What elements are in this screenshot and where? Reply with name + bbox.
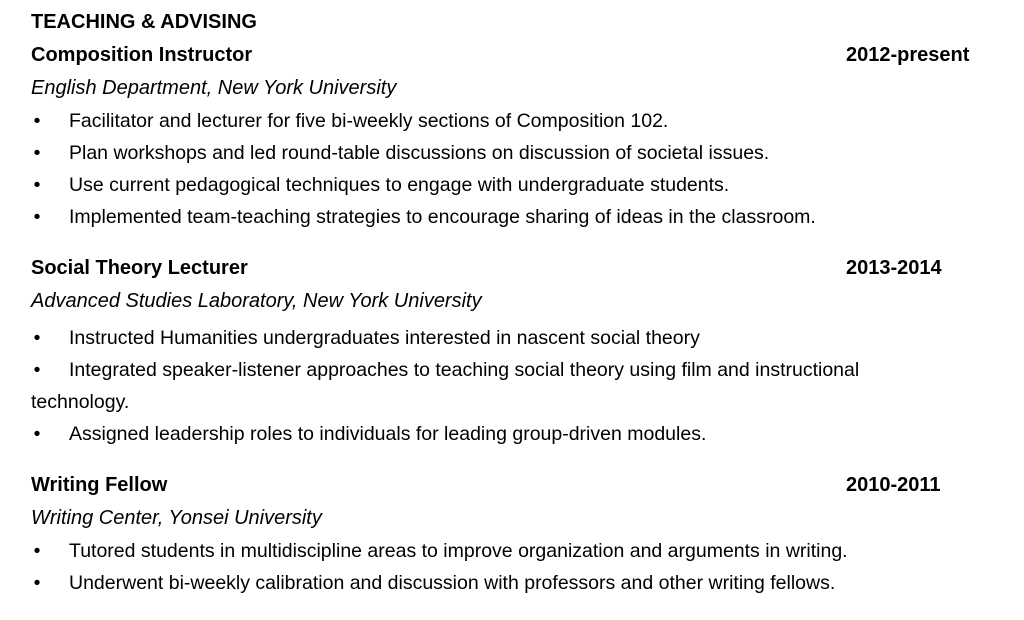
bullet-text: Use current pedagogical techniques to engage with undergraduate students. xyxy=(69,174,730,196)
job-title: Social Theory Lecturer xyxy=(31,257,248,279)
bullet-list xyxy=(31,105,1006,233)
job-header xyxy=(31,469,1006,502)
bullet-icon: • xyxy=(33,110,41,132)
job-organization: Advanced Studies Laboratory, New York University xyxy=(31,290,482,312)
list-item xyxy=(31,201,1006,233)
section-heading: TEACHING & ADVISING xyxy=(31,11,257,33)
bullet-text: Facilitator and lecturer for five bi-weekly sections of Composition 102. xyxy=(69,110,669,132)
job-title: Composition Instructor xyxy=(31,44,253,66)
job-dates: 2013-2014 xyxy=(846,257,942,279)
job-title: Writing Fellow xyxy=(31,474,168,496)
bullet-text: Integrated speaker-listener approaches to teaching social theory using film and instructional technology. xyxy=(31,359,860,413)
section-spacer xyxy=(31,450,1006,469)
bullet-icon: • xyxy=(33,572,41,594)
bullet-icon: • xyxy=(33,174,41,196)
bullet-list xyxy=(31,535,1006,599)
list-item xyxy=(31,105,1006,137)
job-entry xyxy=(31,252,1006,450)
bullet-text: Plan workshops and led round-table discussions on discussion of societal issues. xyxy=(69,142,770,164)
job-header xyxy=(31,252,1006,285)
job-organization: English Department, New York University xyxy=(31,77,397,99)
bullet-text: Assigned leadership roles to individuals for leading group-driven modules. xyxy=(69,423,707,445)
job-entry xyxy=(31,39,1006,233)
bullet-icon: • xyxy=(33,206,41,228)
list-item xyxy=(31,169,1006,201)
bullet-icon: • xyxy=(33,540,41,562)
list-item xyxy=(31,322,1006,354)
bullet-text: Implemented team-teaching strategies to encourage sharing of ideas in the classroom. xyxy=(69,206,816,228)
bullet-list xyxy=(31,322,1006,450)
job-dates: 2010-2011 xyxy=(846,474,941,496)
list-item xyxy=(31,137,1006,169)
job-entry xyxy=(31,469,1006,599)
bullet-text: Instructed Humanities undergraduates interested in nascent social theory xyxy=(69,327,700,349)
bullet-icon: • xyxy=(33,142,41,164)
bullet-text: Underwent bi-weekly calibration and discussion with professors and other writing fellows. xyxy=(69,572,836,594)
list-item xyxy=(31,418,1006,450)
resume-document xyxy=(31,6,1006,599)
list-item xyxy=(31,354,931,418)
bullet-icon: • xyxy=(33,423,41,445)
job-organization: Writing Center, Yonsei University xyxy=(31,507,322,529)
list-item xyxy=(31,535,1006,567)
job-dates: 2012-present xyxy=(846,44,970,66)
bullet-icon: • xyxy=(33,327,41,349)
list-item xyxy=(31,567,1006,599)
section-spacer xyxy=(31,233,1006,252)
bullet-icon: • xyxy=(33,359,41,381)
bullet-text: Tutored students in multidiscipline areas to improve organization and arguments in writing. xyxy=(69,540,848,562)
job-header xyxy=(31,39,1006,72)
